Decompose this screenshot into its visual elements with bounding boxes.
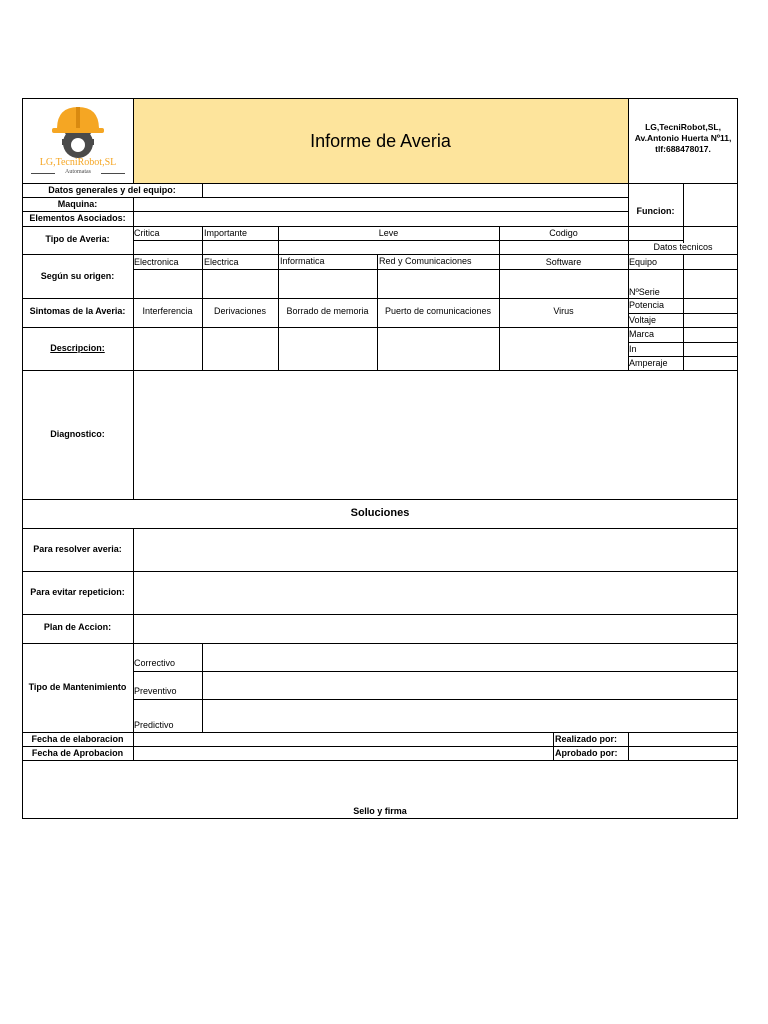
page-title: Informe de Averia [310,131,451,151]
option-interferencia[interactable]: Interferencia [142,306,193,316]
row-line [628,240,683,241]
label-plan-accion: Plan de Accion: [43,622,112,632]
option-informatica[interactable]: Informatica [280,256,325,266]
row-line [22,226,738,227]
border-right [737,98,738,819]
row-line [22,732,738,733]
label-fecha-aprobacion: Fecha de Aprobacion [31,748,124,758]
option-electronica[interactable]: Electronica [134,257,179,267]
row-line [22,197,628,198]
border-bottom [22,818,738,819]
border-top [22,98,738,99]
col-line [683,183,684,243]
row-line [22,254,738,255]
field-nserie: NºSerie [629,287,660,297]
field-marca: Marca [629,329,655,339]
label-tipo-averia: Tipo de Averia: [45,234,110,244]
company-name: LG,TecniRobot,SL, [645,122,721,132]
option-critica[interactable]: Critica [134,228,160,238]
option-borrado-memoria[interactable]: Borrado de memoria [286,306,369,316]
row-line [133,269,738,270]
field-equipo: Equipo [629,257,658,267]
datos-tecnicos-title: Datos tecnicos [653,242,713,252]
label-para-evitar: Para evitar repeticion: [30,587,125,597]
col-line [133,370,134,500]
row-line [22,327,738,328]
row-line [133,671,738,672]
logo-text: LG,TecniRobot,SL [39,157,117,168]
option-leve[interactable]: Leve [378,228,399,238]
logo-divider-right [101,173,125,174]
option-derivaciones[interactable]: Derivaciones [213,306,267,316]
label-maquina: Maquina: [57,199,98,209]
label-sello-firma: Sello y firma [353,806,407,816]
label-sintomas: Sintomas de la Averia: [29,306,126,316]
label-segun-origen: Según su origen: [40,271,115,281]
option-predictivo[interactable]: Predictivo [134,720,174,730]
col-line [628,732,629,760]
row-line [22,571,738,572]
label-fecha-elaboracion: Fecha de elaboracion [31,734,124,744]
row-line [22,499,738,500]
option-electrica[interactable]: Electrica [204,257,239,267]
option-correctivo[interactable]: Correctivo [134,658,176,668]
row-line [22,614,738,615]
label-elementos: Elementos Asociados: [29,213,126,223]
option-importante[interactable]: Importante [204,228,248,238]
option-codigo[interactable]: Codigo [549,228,578,238]
field-in: In [629,344,637,354]
row-line [22,298,738,299]
label-para-resolver: Para resolver averia: [33,544,122,554]
row-line [133,240,628,241]
label-descripcion: Descripcion: [50,343,105,353]
section-soluciones: Soluciones [350,507,410,519]
row-line [22,643,738,644]
row-line [22,746,738,747]
label-tipo-mantenimiento: Tipo de Mantenimiento [28,682,127,692]
field-potencia: Potencia [629,300,665,310]
label-realizado-por: Realizado por: [555,734,618,744]
label-aprobado-por: Aprobado por: [555,748,618,758]
option-puerto-comunicaciones[interactable]: Puerto de comunicaciones [384,306,492,316]
row-line [22,370,738,371]
col-line [683,254,684,371]
company-address: Av.Antonio Huerta Nº11, [634,133,732,143]
header-bottom [22,183,738,184]
company-info [628,122,738,155]
row-line [22,528,738,529]
col-line [202,643,203,732]
option-red-comunicaciones[interactable]: Red y Comunicaciones [379,256,472,266]
company-phone: tlf:688478017. [655,144,711,154]
label-datos-generales: Datos generales y del equipo: [48,185,176,195]
row-line [22,760,738,761]
option-preventivo[interactable]: Preventivo [134,686,177,696]
col-line [133,197,134,371]
col-line [202,183,203,197]
field-voltaje: Voltaje [629,315,657,325]
option-virus[interactable]: Virus [553,306,574,316]
field-amperaje: Amperaje [629,358,668,368]
company-logo [23,99,133,183]
header-divider-1 [133,98,134,183]
row-line [22,211,628,212]
option-software[interactable]: Software [545,257,582,267]
row-line [133,699,738,700]
header-divider-2 [628,98,629,183]
logo-subtext: Automatas [65,169,91,175]
label-diagnostico: Diagnostico: [50,429,105,439]
label-funcion: Funcion: [636,206,675,216]
col-line [553,732,554,760]
